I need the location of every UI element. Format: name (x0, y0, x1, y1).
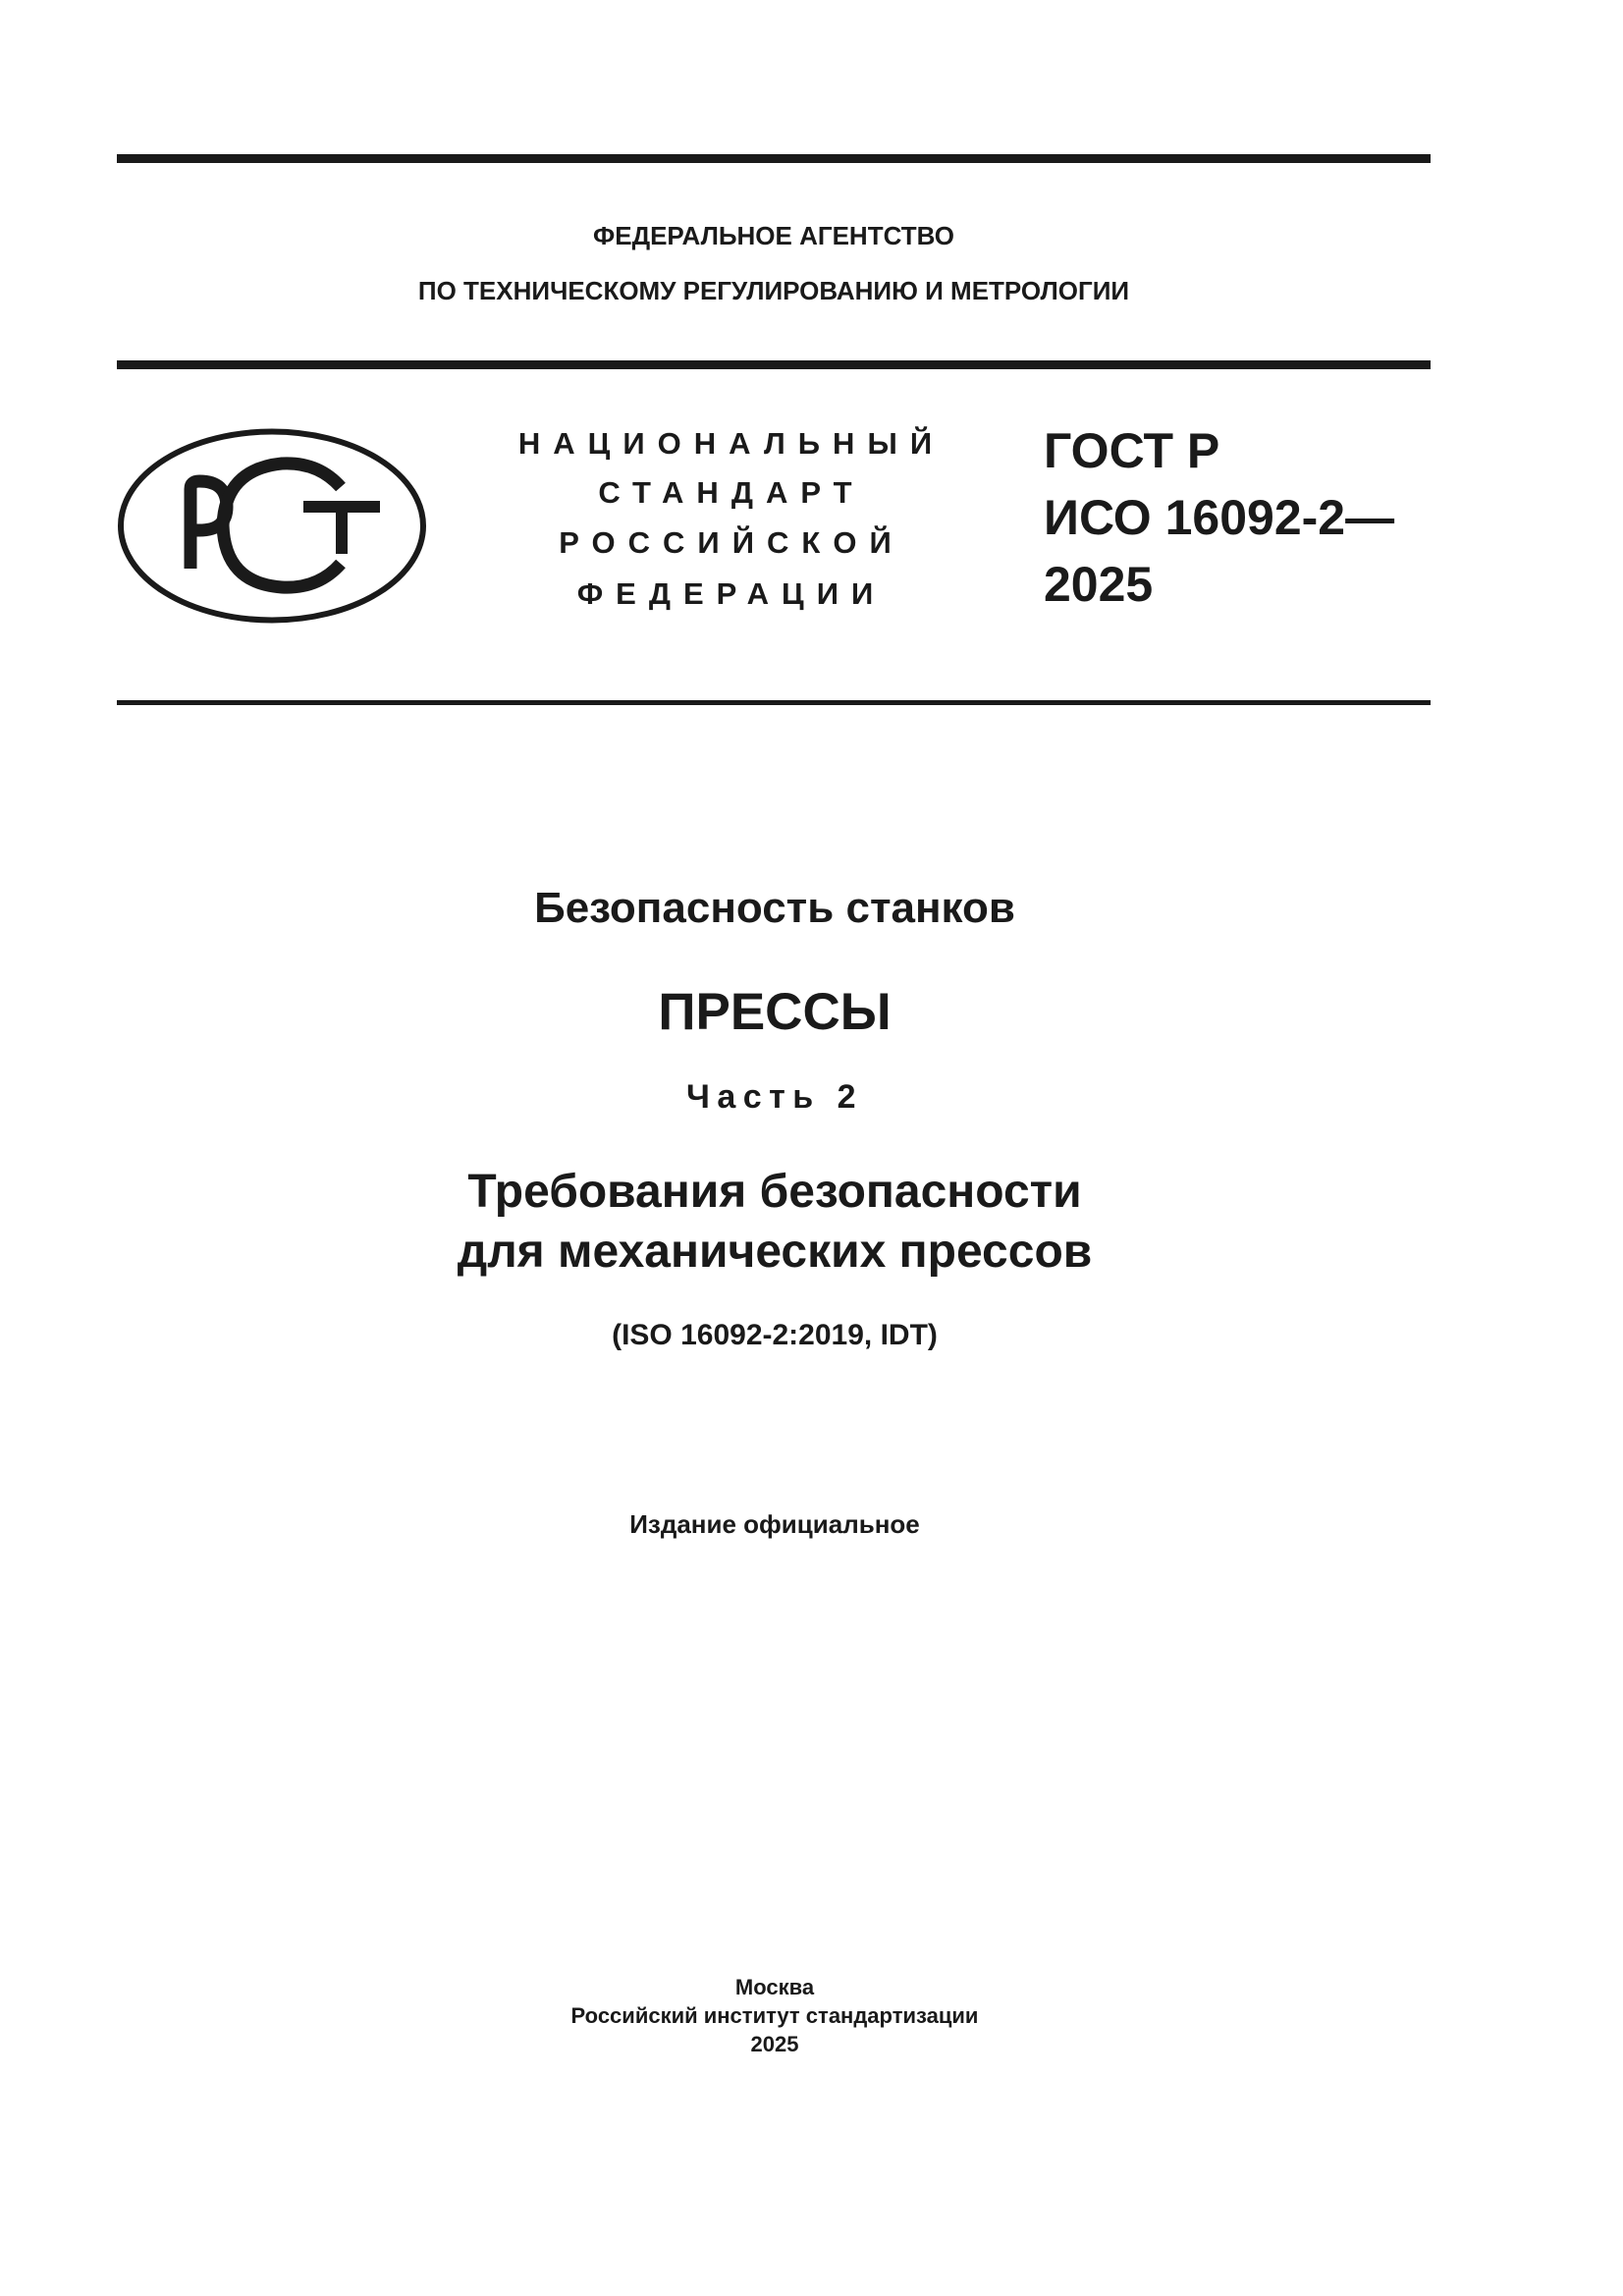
agency-name-line-2: ПО ТЕХНИЧЕСКОМУ РЕГУЛИРОВАНИЮ И МЕТРОЛОГИИ (417, 276, 1130, 305)
designation-line-3: 2025 (1044, 557, 1154, 612)
agency-name-line-1: ФЕДЕРАЛЬНОЕ АГЕНТСТВО (593, 221, 954, 250)
rst-logo-icon (117, 428, 427, 624)
header-rule (117, 360, 1431, 369)
requirements-title-line-2: для механических прессов (457, 1226, 1093, 1278)
iso-reference: (ISO 16092-2:2019, IDT) (612, 1319, 938, 1351)
standard-type-line-4: ФЕДЕРАЦИИ (576, 576, 887, 611)
standard-type-line-2: СТАНДАРТ (598, 475, 865, 510)
document-part: Часть 2 (686, 1078, 863, 1116)
top-rule (117, 154, 1431, 163)
footer-city: Москва (734, 1975, 815, 1999)
footer-year: 2025 (750, 2032, 799, 2056)
document-subject: ПРЕССЫ (658, 983, 892, 1041)
footer-publisher: Российский институт стандартизации (570, 2003, 979, 2028)
edition-note: Издание официальное (629, 1509, 920, 1539)
standard-type-line-1: НАЦИОНАЛЬНЫЙ (517, 426, 946, 461)
designation-line-2: ИСО 16092-2— (1044, 490, 1395, 545)
standard-type-line-3: РОССИЙСКОЙ (559, 525, 904, 560)
document-title: Безопасность станков (534, 884, 1015, 932)
designation-line-1: ГОСТ Р (1044, 423, 1220, 478)
designation-rule (117, 700, 1431, 705)
requirements-title-line-1: Требования безопасности (467, 1166, 1082, 1218)
